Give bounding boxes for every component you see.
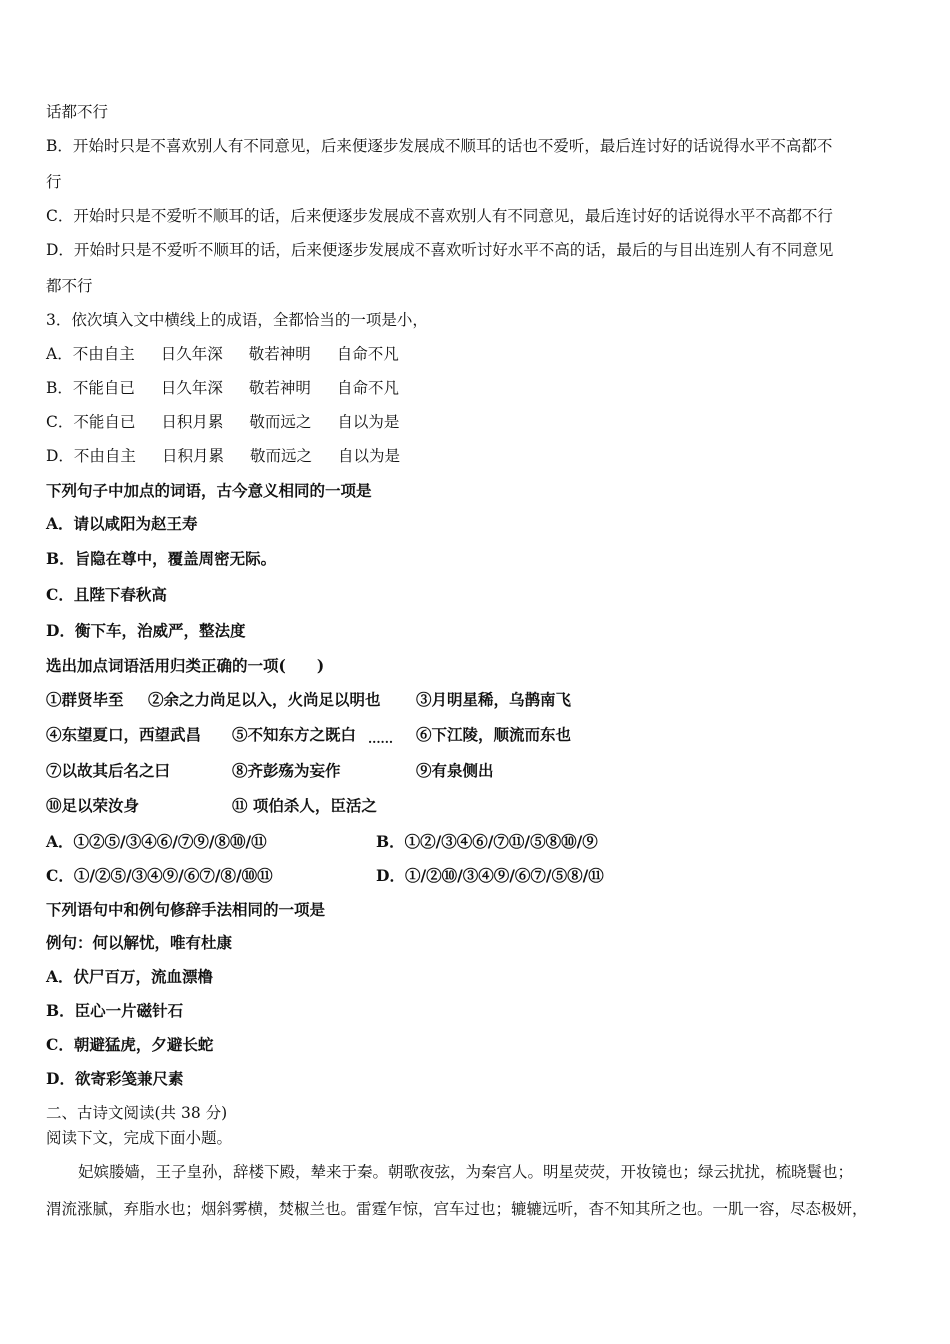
sentence: ④东望夏口，西望武昌 [46, 725, 202, 744]
section-instruction: 阅读下文，完成下面小题。 [46, 1129, 233, 1147]
option-b [46, 378, 425, 398]
option-b: B．臣心一片磁针石 [46, 1001, 184, 1020]
option-d: D．①/②⑩/③④⑨/⑥⑦/⑤⑧/⑪ [376, 866, 604, 885]
option-text: 日积月累 [161, 447, 224, 465]
text-line: 都不行 [46, 277, 93, 295]
option-text: 自命不凡 [336, 345, 399, 363]
sentence: ⑧齐彭殇为妄作 [232, 761, 341, 780]
sentence: ⑤不知东方之既白 [232, 725, 357, 744]
option-c: C．且陛下春秋高 [46, 585, 167, 604]
option-text: 敬若神明 [248, 345, 311, 363]
sentence-row [46, 690, 572, 710]
sentence-row [46, 725, 572, 746]
option-a: A．伏尸百万，流血漂橹 [46, 967, 214, 986]
sentence-row [46, 796, 377, 816]
option-b: B．①②/③④⑥/⑦⑪/⑤⑧⑩/⑨ [376, 832, 598, 851]
option-text: 日久年深 [160, 379, 223, 397]
sentence: ⑦以故其后名之曰 [46, 761, 171, 780]
option-row [46, 832, 598, 852]
passage-line: 渭流涨腻，弃脂水也；烟斜雾横，焚椒兰也。雷霆乍惊，宫车过也；辘辘远听，杳不知其所之也。一肌一容，尽态极妍， [46, 1200, 868, 1218]
example-sentence: 例句：何以解忧，唯有杜康 [46, 933, 233, 952]
option-a: A．请以咸阳为赵王寿 [46, 514, 198, 533]
option-text: B．不能自已 [46, 379, 135, 397]
option-text: C．不能自已 [46, 413, 136, 431]
option-row [46, 866, 604, 886]
sentence: ③月明星稀，乌鹊南飞 [416, 690, 572, 709]
option-text: D．不由自主 [46, 447, 136, 465]
sentence: ⑨有泉侧出 [416, 761, 494, 780]
text-line: 话都不行 [46, 103, 109, 121]
question-stem: 选出加点词语活用归类正确的一项( ) [46, 656, 325, 675]
option-d: D．欲寄彩笺兼尺素 [46, 1069, 184, 1088]
option-d: D．开始时只是不爱听不顺耳的话，后来便逐步发展成不喜欢听讨好水平不高的话，最后的与目出连别人有不同意见 [46, 241, 834, 259]
text-line: 行 [46, 173, 62, 191]
question-stem: 下列语句中和例句修辞手法相同的一项是 [46, 900, 326, 919]
sentence: ⑩足以荣汝身 [46, 796, 140, 815]
option-text: 敬而远之 [249, 447, 312, 465]
option-text: 自以为是 [337, 447, 400, 465]
emphasis-dots: ...... [368, 732, 394, 746]
question-stem: 3．依次填入文中横线上的成语，全都恰当的一项是小， [46, 311, 428, 329]
option-c: C．①/②⑤/③④⑨/⑥⑦/⑧/⑩⑪ [46, 866, 273, 885]
option-a [46, 344, 425, 364]
option-c: C．朝避猛虎，夕避长蛇 [46, 1035, 214, 1054]
option-d: D．衡下车，治威严，整法度 [46, 621, 246, 640]
option-text: A．不由自主 [46, 345, 135, 363]
sentence: ②余之力尚足以入，火尚足以明也 [148, 690, 381, 709]
section-title: 二、古诗文阅读(共 38 分) [46, 1104, 228, 1122]
option-b: B．旨隐在尊中，覆盖周密无际。 [46, 549, 277, 568]
option-d [46, 446, 426, 466]
sentence: ⑪ 项伯杀人，臣活之 [232, 796, 377, 815]
option-text: 自命不凡 [336, 379, 399, 397]
option-b: B．开始时只是不喜欢别人有不同意见，后来便逐步发展成不顺耳的话也不爱听，最后连讨好的话说得水平不高都不 [46, 137, 833, 155]
sentence: ⑥下江陵，顺流而东也 [416, 725, 572, 744]
option-text: 日积月累 [161, 413, 224, 431]
passage-line: 妃嫔媵嫱，王子皇孙，辞楼下殿，辇来于秦。朝歌夜弦，为秦宫人。明星荧荧，开妆镜也；绿云扰扰，梳晓鬟也； [78, 1163, 854, 1181]
question-stem: 下列句子中加点的词语，古今意义相同的一项是 [46, 481, 372, 500]
option-text: 日久年深 [160, 345, 223, 363]
option-a: A．①②⑤/③④⑥/⑦⑨/⑧⑩/⑪ [46, 832, 267, 851]
option-text: 自以为是 [337, 413, 400, 431]
sentence-row [46, 761, 494, 781]
sentence: ①群贤毕至 [46, 690, 124, 709]
option-text: 敬若神明 [248, 379, 311, 397]
option-text: 敬而远之 [249, 413, 312, 431]
option-c: C．开始时只是不爱听不顺耳的话，后来便逐步发展成不喜欢别人有不同意见，最后连讨好的话说得水平不高都不行 [46, 207, 833, 225]
option-c [46, 412, 425, 432]
